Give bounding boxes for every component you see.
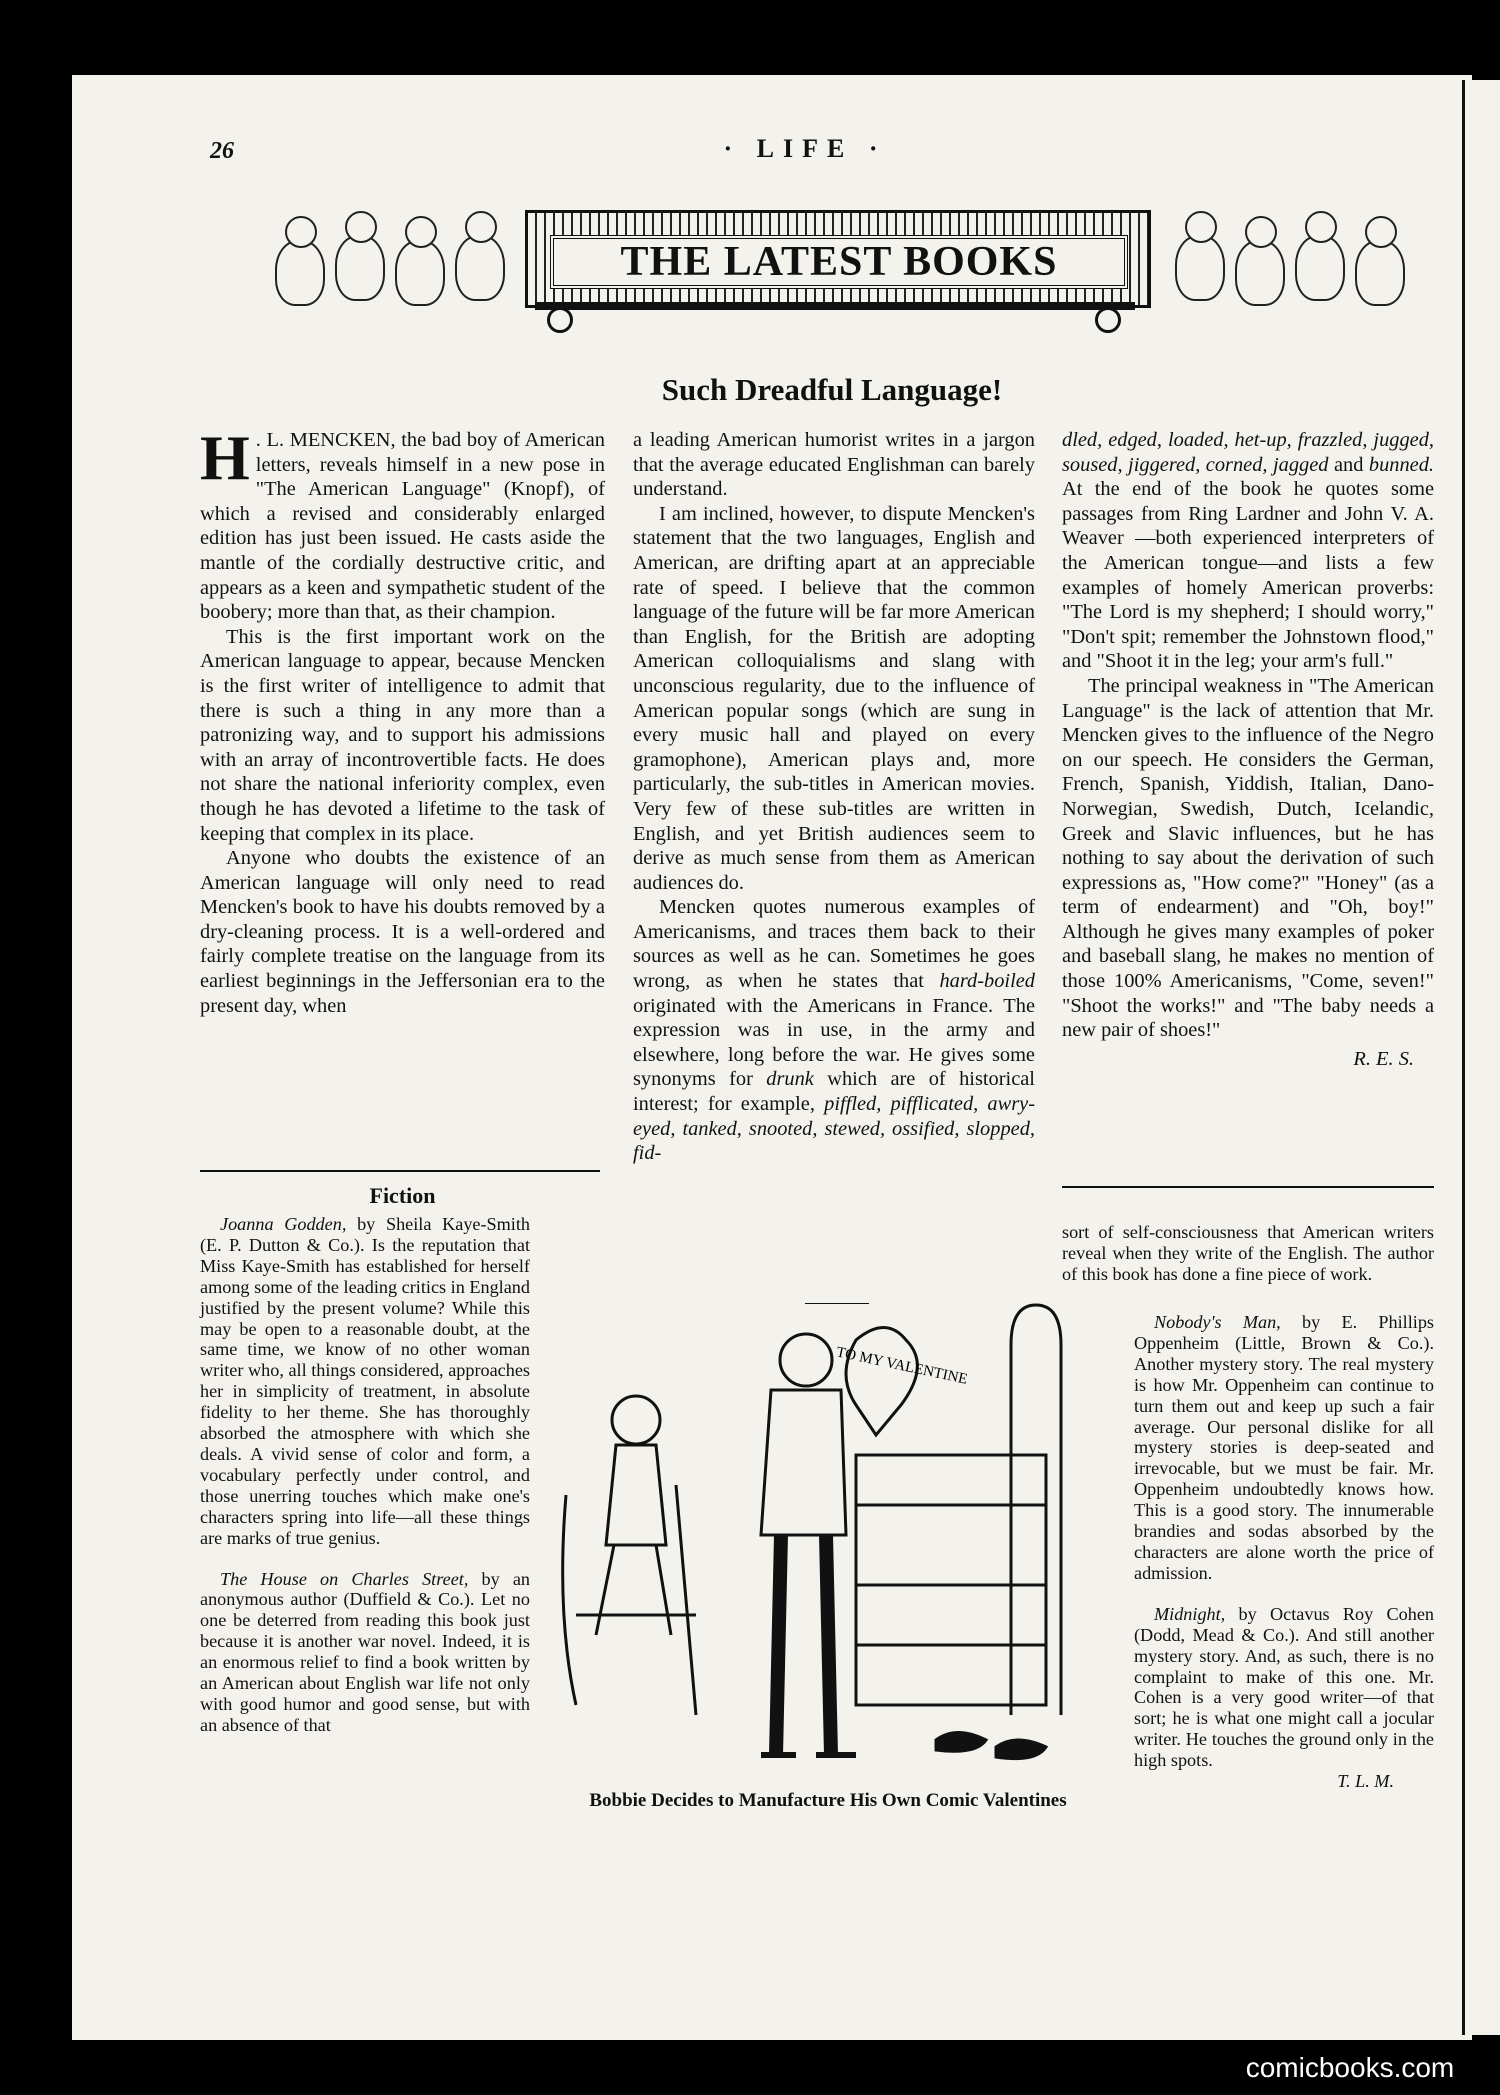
fiction-column-1 (200, 1214, 530, 1736)
paragraph: Anyone who doubts the existence of an American language will only need to read Mencken's book to have his doubts removed by a dry-cleaning process. It is a well-ordered and fairly complete treatise on the language from its earliest beginnings in the Jeffersonian era to the present day, when (200, 847, 605, 1017)
cherub-illustration (1235, 240, 1285, 306)
adjacent-page-edge (1462, 80, 1500, 2035)
review-midnight: Midnight, by Octavus Roy Cohen (Dodd, Mead & Co.). And still another mystery story. And, as such, there is no complaint to make of this one. Mr. Cohen is a very good writer—of that sort; he is what one might call a jocular writer. He touches the ground only in the high spots. (1134, 1603, 1434, 1771)
cherub-illustration (455, 235, 505, 301)
cherub-illustration (1355, 240, 1405, 306)
paragraph: H . L. MENCKEN, the bad boy of American letters, reveals himself in a new pose in "The American Language" (Knopf), of which a revised and considerably enlarged edition has just been issued. He casts aside the mantle of the cordially destructive critic, and appears as a keen and sympathetic student of the boobery; more than that, as their champion. (200, 422, 605, 624)
fiction-column-3 (1134, 1312, 1434, 1792)
page-number: 26 (210, 138, 234, 164)
cartoon-illustration (556, 1285, 1100, 1780)
boy-head (612, 1396, 660, 1444)
article-column-2 (633, 428, 1035, 1166)
valentine-label: TO MY VALENTINE (834, 1344, 969, 1388)
paragraph: This is the first important work on the American language to appear, because Mencken is the first writer of intelligence to admit that there is such a thing in any more than a patronizing way, and to support his admissions with an array of incontrovertible facts. He does not share the national inferiority complex, even though he has devoted a lifetime to the task of keeping that complex in its place. (200, 625, 605, 845)
cartoon-caption: Bobbie Decides to Manufacture His Own Comic Valentines (589, 1790, 1067, 1811)
watermark-credit: comicbooks.com (1245, 2052, 1455, 2083)
cart-wheel (547, 307, 573, 333)
article-column-1 (200, 422, 605, 1018)
paragraph: a leading American humorist writes in a jargon that the average educated Englishman can barely understand. (633, 429, 1035, 501)
latest-books-banner (255, 195, 1465, 330)
cherub-illustration (275, 240, 325, 306)
paragraph: I am inclined, however, to dispute Mencken's statement that the two languages, English and American, are drifting apart at an appreciable rate of speed. I believe that the common language of the future will be far more American than English, for the British are adopting American colloquialisms and slang with unconscious regularity, due to the influence of American popular songs (which are sung in every music hall and played on every gramophone), American plays and, more particularly, the sub-titles in American movies. Very few of these sub-titles are written in English, and yet British audiences seem to derive as much sense from them as American audiences do. (633, 502, 1035, 894)
review-nobodys-man: Nobody's Man, by E. Phillips Oppenheim (Little, Brown & Co.). Another mystery story. The real mystery is how Mr. Oppenheim can continue to turn them out and keep up such a fair average. Our personal dislike for all mystery stories is deep-seated and irrevocable, but we must be fair. Mr. Oppenheim undoubtedly knows how. This is a good story. The innumerable brandies and sodas absorbed by the characters are alone worth the price of admission. (1134, 1312, 1434, 1583)
article-title: Such Dreadful Language! (661, 372, 1003, 407)
cherub-illustration (335, 235, 385, 301)
dresser-mirror (1011, 1305, 1061, 1715)
paragraph: The principal weakness in "The American Language" is the lack of attention that Mr. Mencken gives to the influence of the Negro on our speech. He considers the German, French, Spanish, Yiddish, Italian, Dano-Norwegian, Swedish, Dutch, Icelandic, Greek and Slavic influences, but he has nothing to say about the derivation of such expressions as, "How come?" "Honey" (as a term of endearment) and "Oh, boy!" Although he gives many examples of poker and baseball slang, he makes no mention of those 100% Americanisms, "Come, seven!" "Shoot the works!" and "The baby needs a new pair of shoes!" (1062, 674, 1434, 1042)
fiction-column-3-top (1062, 1222, 1434, 1285)
column-rule (1062, 1186, 1434, 1188)
valentine-card (846, 1328, 917, 1436)
dresser (856, 1455, 1046, 1705)
drop-cap: H (200, 422, 250, 493)
article-column-3 (1062, 428, 1434, 1071)
cherub-illustration (395, 240, 445, 306)
paragraph: dled, edged, loaded, het-up, frazzled, jugged, soused, jiggered, corned, jagged and bunned. At the end of the book he quotes some passages from Ring Lardner and John V. A. Weaver —both experienced interpreters of the American tongue—and lists a few examples of homely American proverbs: "The Lord is my shepherd; I should worry," "Don't spit; remember the Johnstown flood," and "Shoot it in the leg; your arm's full." (1062, 429, 1434, 673)
fiction-signature: T. L. M. (1337, 1771, 1394, 1792)
running-head: · LIFE · (723, 134, 887, 163)
column-rule (200, 1170, 600, 1172)
banner-title: THE LATEST BOOKS (550, 235, 1128, 289)
fiction-heading: Fiction (369, 1183, 436, 1208)
review-continuation: sort of self-consciousness that American writers reveal when they write of the English. The author of this book has done a fine piece of work. (1062, 1222, 1434, 1284)
cart-base (535, 302, 1135, 310)
cherub-illustration (1175, 235, 1225, 301)
article-signature: R. E. S. (1353, 1047, 1414, 1070)
review-joanna-godden: Joanna Godden, by Sheila Kaye-Smith (E. P. Dutton & Co.). Is the reputation that Miss Kaye-Smith has established for herself among some of the leading critics in England justified by the present volume? While this may be open to a reasonable doubt, at the same time, we know of no other woman writer who, all things considered, approaches her in simplicity of treatment, in absolute fidelity to her theme. She has thoroughly absorbed the atmosphere with which she deals. A vivid sense of color and form, a vocabulary perfectly under control, and those unerring touches which make one's characters spring into life—all these things are marks of true genius. (200, 1214, 531, 1548)
cart-wheel (1095, 307, 1121, 333)
review-house-on-charles-street: The House on Charles Street, by an anonymous author (Duffield & Co.). Let no one be deterred from reading this book just because it is another war novel. Indeed, it is an enormous relief to find a book written by an American about English war life not only with good humor and good sense, but with an absence of that (200, 1568, 531, 1735)
cherub-illustration (1295, 235, 1345, 301)
man-head (780, 1334, 832, 1386)
paragraph: Mencken quotes numerous examples of Americanisms, and traces them back to their sources as well as he can. Sometimes he goes wrong, as when he states that hard-boiled originated with the Americans in France. The expression was in use, in the army and elsewhere, long before the war. He gives some synonyms for drunk which are of historical interest; for example, piffled, pifflicated, awry-eyed, tanked, snooted, stewed, ossified, slopped, fid- (633, 896, 1035, 1165)
